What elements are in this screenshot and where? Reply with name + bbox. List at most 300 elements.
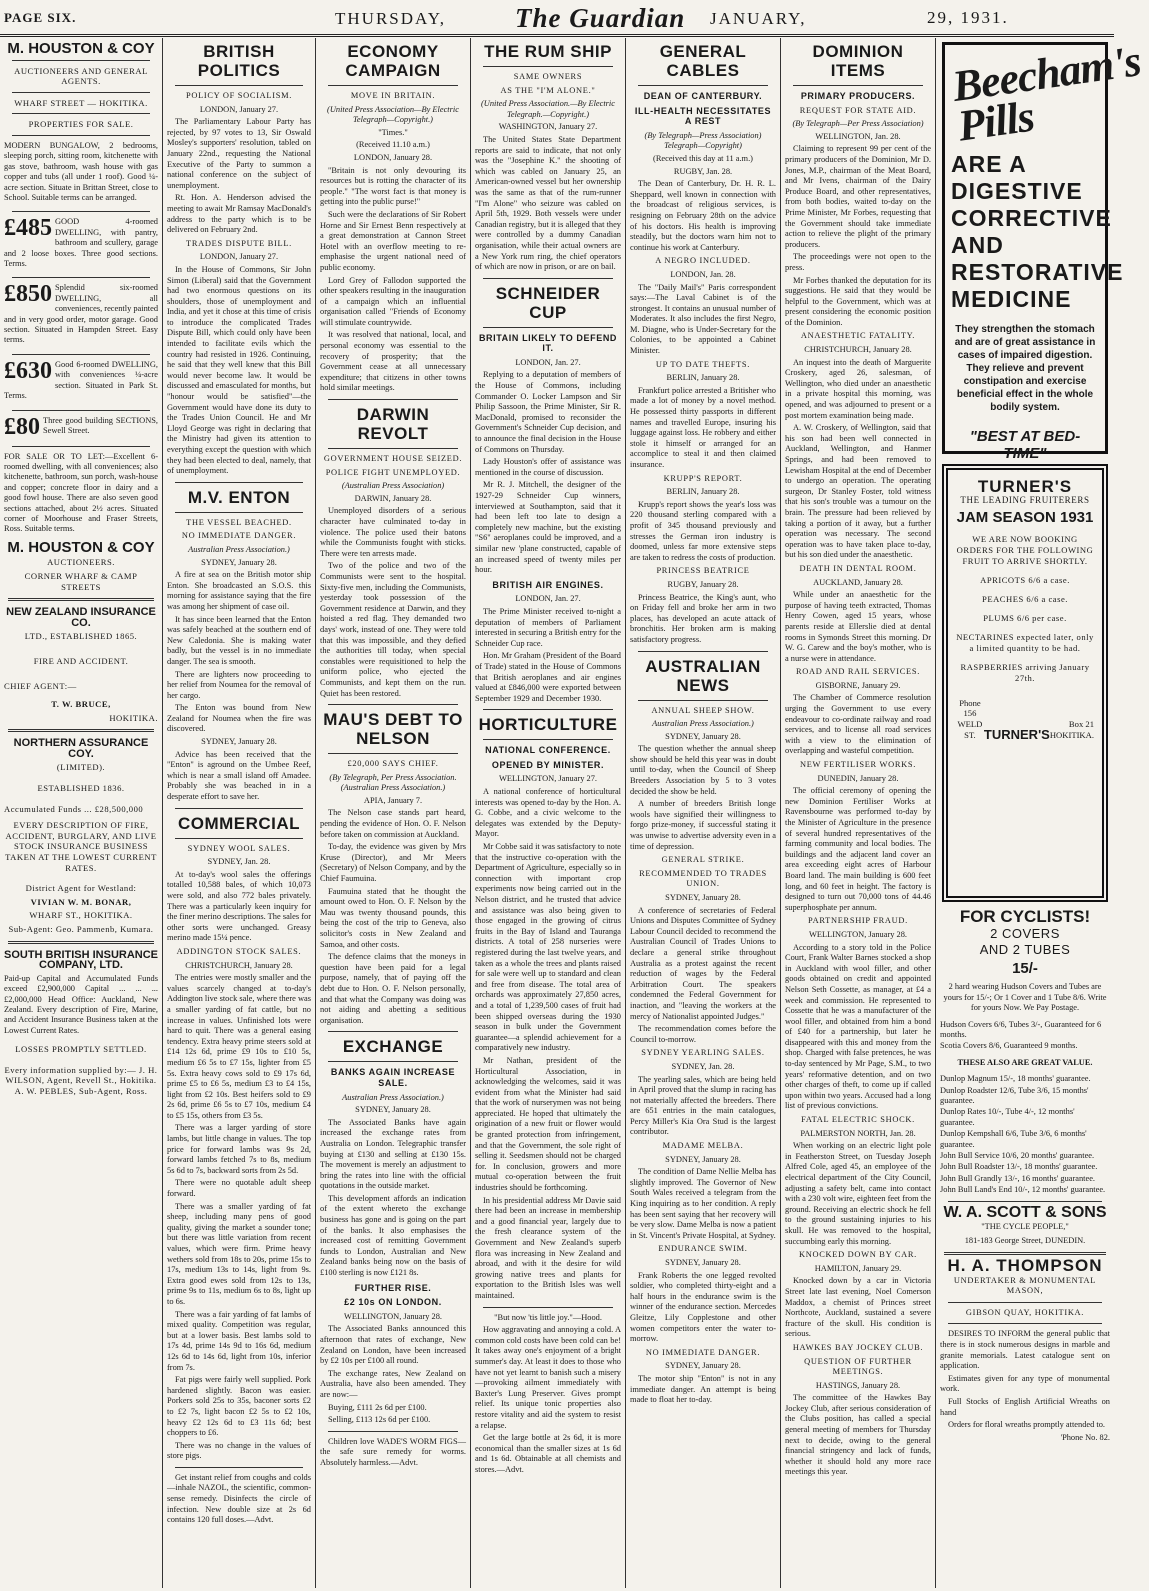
subheading: AS THE "I'M ALONE." — [500, 85, 596, 95]
article-paragraph: Rt. Hon. A. Henderson advised the meeting to await Mr Ramsay MacDonald's address to the party which is to be delivered on February 2nd. — [167, 193, 311, 235]
insurance-detail: LTD., ESTABLISHED 1865. — [24, 631, 138, 642]
dateline: LONDON, January 28. — [353, 152, 433, 162]
subheading: NO IMMEDIATE DANGER. — [645, 1347, 761, 1357]
subheading: BRITISH AIR ENGINES. — [492, 579, 604, 590]
article-paragraph: The Prime Minister received to-night a deputation of members of Parliament interested in securing a British entry for the Schneider Cup race. — [475, 606, 621, 648]
subheading: PRINCESS BEATRICE — [656, 566, 750, 576]
article-paragraph: Frankfurt police arrested a Britisher who made a lot of money by a novel method. He possessed thirty passports in different names and travelled Europe, insuring his luggage against loss. He robbery and either stole it himself or arranged for an accomplice to steal it and then claimed insurance. — [630, 385, 776, 469]
subheading: KRUPP'S REPORT. — [663, 473, 743, 483]
divider — [12, 410, 150, 411]
divider — [175, 512, 303, 513]
headline: SCHNEIDER CUP — [495, 283, 601, 322]
thompson-notice: Estimates given for any type of monumental work. — [940, 1373, 1110, 1394]
subheading: OPENED BY MINISTER. — [491, 759, 605, 770]
cyclists-headline: FOR CYCLISTS! — [959, 907, 1091, 926]
article-paragraph: This development affords an indication of the extent whereto the exchange business has gone and is going on the part of the banks. It also emphasises the increased cost of remitting Government funds to London, Australian and New Zealand banks being now on the basis of £100 sterling is now £121 8s. — [320, 1193, 466, 1278]
article-paragraph: There was a larger yarding of store lambs, but little change in values. The top price for forward lambs was 9s 2d, forward lambs fetched 7s to 8s, medium 5s 6d to 7s, backward sorts from 2s 5d. — [167, 1123, 311, 1175]
subheading: FURTHER RISE. — [354, 1282, 432, 1293]
insurance-detail: ESTABLISHED 1836. — [37, 783, 125, 794]
property-ad-text: Good 6-roomed DWELLING, with conveniences ¼-acre section. Situated in Park St. Terms. — [4, 359, 158, 401]
beechams-headline: ARE A DIGESTIVE CORRECTIVE AND RESTORATIVE MEDICINE — [951, 151, 1124, 312]
press-credit: (By Telegraph—Press Association) Telegraph—Copyright) — [644, 130, 762, 151]
article-paragraph: A. W. Croskery, of Wellington, said that his son had been well connected in Auckland, Wellington, and Hanmer Springs, and had been removed to Lewisham Hospital at the end of December to undergo an operation. The operating surgeon, Dr Stanley Foster, told witness that his son's trouble was a tumour on the brain. The pressure had been relieved by taking a portion of it away, but a further operation was necessary. The second operation was to have taken place to-day, but his son died under the anaesthetic. — [785, 423, 931, 560]
divider — [948, 1302, 1102, 1303]
article-paragraph: Selling, £113 12s 6d per £100. — [328, 1415, 431, 1425]
cyclists-item: John Bull Service 10/6, 20 months' guarantee. — [940, 1151, 1095, 1161]
subheading: DEATH IN DENTAL ROOM. — [799, 563, 917, 573]
beechams-description: They strengthen the stomach and are of great assistance in cases of impaired digestion. They relieve and prevent constipation and exercise beneficial effect in the whole bodily system. — [954, 324, 1096, 413]
advertisement: Get the large bottle at 2s 6d, it is more economical than the smaller sizes at 1s 6d and 1s 6d. Obtainable at all chemists and stores.—Advt. — [475, 1433, 621, 1474]
article-paragraph: Frank Roberts the one legged revolted soldier, who completed thirty-eight and a half hours in the endurance swim is the winner of the endurance section. Mercedes Gleitze, Lily Copplestone and other women competitors enter the water to-morrow. — [630, 1270, 776, 1344]
turners-box: Box 21 — [1068, 718, 1094, 729]
subheading: TRADES DISPUTE BILL. — [186, 238, 292, 248]
dateline: DARWIN, January 28. — [354, 493, 432, 503]
divider — [12, 60, 150, 61]
columns — [0, 36, 1144, 1588]
article-paragraph: There was a smaller yarding of fat sheep, including many pens of good quality, giving the market a sounder tone; but there was little variation from recent values, which were firm. Prime heavy wethers sold from 18s to 20s, prime 15s to 17s, medium 13s to 14s, light from 9s. Extra good ewes sold from 12s to 13s, prime 9s to 11s, medium 6s to 8s, light up to 6s. — [167, 1201, 311, 1306]
article-paragraph: It has since been learned that the Enton was safely beached at the southern end of New Caledonia. She is making water badly, but the vessel is in no immediate danger. The sea is smooth. — [167, 614, 311, 666]
article-paragraph: Such were the declarations of Sir Robert Horne and Sir Ernest Benn respectively at a great demonstration at Cannon Street Hotel with an overflow meeting to re-emphasise the urgent national need of public economy. — [320, 209, 466, 272]
headline: AUSTRALIAN NEWS — [645, 656, 761, 695]
article-paragraph: The "Daily Mail's" Paris correspondent says:—The Laval Cabinet is of the strongest. It contains an unusual number of Moderates. It also includes the first Negro, M. Diagne, who is Under-Secretary for the Colonies, to be appointed a Cabinet Minister. — [630, 282, 776, 356]
dateline: WELLINGTON, January 28. — [344, 1311, 442, 1321]
thompson-phone: 'Phone No. 82. — [1060, 1432, 1110, 1442]
insurance-agent: VIVIAN W. M. BONAR, — [30, 896, 132, 907]
quotation: "But now 'tis little joy."—Hood. — [494, 1312, 602, 1322]
divider — [483, 1307, 613, 1308]
divider — [8, 598, 154, 601]
turners-peaches: PEACHES 6/6 a case. — [982, 593, 1068, 604]
property-ad-text: GOOD 4-roomed DWELLING, with pantry, bathroom and scullery, garage and 2 loose boxes. Three good sections. Terms. — [4, 217, 158, 269]
article-paragraph: Replying to a deputation of members of the House of Commons, including Commander O. Locker Lampson and Sir Philip Sassoon, the Prime Minister, Sir R. MacDonald, promised to reconsider the Government's Schneider Cup decision, and to announce the final decision in the House of Commons on Thursday. — [475, 370, 621, 454]
masthead-month: JANUARY, — [710, 9, 807, 28]
cyclists-item: Dunlop Magnum 15/-, 18 months' guarantee. — [940, 1074, 1091, 1084]
cyclists-ad — [940, 907, 1110, 1246]
turners-address: WELD ST. — [957, 718, 983, 740]
article-paragraph: The question whether the annual sheep show should be held this year was in doubt until to-day, when the Council of Sheep Breeders Association by 5 to 3 votes decided the show be held. — [630, 744, 776, 796]
divider — [328, 704, 458, 705]
divider — [793, 85, 923, 86]
article-paragraph: There were no quotable adult sheep forward. — [167, 1178, 311, 1199]
subheading: RECOMMENDED TO TRADES UNION. — [639, 868, 767, 889]
press-credit: (United Press Association—By Electric Telegraph—Copyright.) — [327, 104, 459, 125]
divider — [483, 278, 613, 279]
headline: DOMINION ITEMS — [812, 42, 904, 80]
headline: HORTICULTURE — [478, 715, 618, 735]
subheading: KNOCKED DOWN BY CAR. — [799, 1250, 917, 1260]
divider — [8, 941, 154, 944]
firm-name: M. HOUSTON & COY — [7, 538, 155, 556]
subheading: SYDNEY YEARLING SALES. — [641, 1048, 765, 1058]
article-paragraph: There was a fair yarding of fat lambs of mixed quality. Competition was regular, but at a lower basis. Best lambs sold to 17s 4d, prime 14s 9d to 16s 6d, medium 12s 6d to 14s 6d, light from 10s, inferior from 7s. — [167, 1309, 311, 1372]
headline: M.V. ENTON — [187, 487, 291, 507]
insurance-agent: T. W. BRUCE, — [51, 699, 111, 710]
column-classifieds — [0, 38, 163, 1588]
firm-role: AUCTIONEERS AND GENERAL AGENTS. — [14, 65, 148, 87]
dateline: AUCKLAND, January 28. — [813, 577, 903, 587]
article-paragraph: At to-day's wool sales the offerings totalled 10,588 bales, of which 10,073 were sold, and also 772 bales privately. There was a particularly keen inquiry for the finer merino descriptions. The sales for other sorts were unchanged. Greasy merino made 15¼ pence. — [167, 869, 311, 943]
dateline: SYDNEY, January 28. — [665, 1258, 741, 1267]
dateline: CHRISTCHURCH, January 28. — [185, 960, 293, 970]
headline: DARWIN REVOLT — [356, 405, 430, 444]
divider — [328, 1431, 458, 1432]
article-paragraph: Buying, £111 2s 6d per £100. — [328, 1402, 427, 1412]
scott-address: 181-183 George Street, DUNEDIN. — [964, 1235, 1086, 1245]
article-paragraph: Claiming to represent 99 per cent of the primary producers of the Dominion, Mr D. Jones, M.P., chairman of the Meat Board, and Mr Ivens, chairman of the Dairy Produce Board, and other representatives, from both bodies, waited to-day on the Prime Minister, Mr Forbes, requesting that the Government should take immediate action to relieve the plight of the primary producers. — [785, 144, 931, 249]
cyclists-price: 15/- — [1012, 959, 1038, 977]
article-paragraph: The condition of Dame Nellie Melba has slightly improved. The Governor of New South Wales received a telegram from the King inquiring as to her condition. A reply has been sent saying that her recovery will be very slow. Dame Melba is now a patient in St. Vincent's Private Hospital, at Sydney. — [630, 1167, 776, 1240]
advertisement: Get instant relief from coughs and colds—inhale NAZOL, the scientific, common-sense remedy. Disinfects the circle of infection. New double size at 2s 6d contains 120 full doses.—Advt. — [167, 1472, 311, 1525]
press-credit: (United Press Association.—By Electric Telegraph.—Copyright.) — [481, 99, 615, 119]
firm-role: AUCTIONEERS. — [47, 557, 115, 568]
insurance-detail: (LIMITED). — [56, 762, 106, 773]
divider — [12, 135, 150, 136]
firm-address: CORNER WHARF & CAMP STREETS — [24, 570, 138, 592]
subheading: SYDNEY WOOL SALES. — [187, 843, 291, 853]
cyclists-item: Dunlop Kempshall 6/6, Tube 3/6, 6 months' guarantee. — [940, 1129, 1087, 1149]
dateline: LONDON, Jan. 27. — [515, 357, 581, 367]
article-paragraph: The official ceremony of opening the new Dominion Fertiliser Works at Ravensbourne was performed to-day by the Minister of Agriculture in the presence of several hundred representatives of the farming community and local bodies. The buildings and the adjacent land cover an area exceeding eight acres of Harbour Board land. The main building is 600 feet long, and 60 feet in height. The factory is designed to turn out 70,000 tons of 44.46 superphosphate per annum. — [785, 786, 931, 912]
article-paragraph: Mr Cobbe said it was satisfactory to note that the instructive co-operation with the Department of Agriculture, especially so in connection with important crop experiments now being carried out in the Nelson district, and he trusted that advice and assistance was also being given to those engaged in the growing of citrus fruits in the Bay of Island and Tauranga districts. A total of 258 nurseries were registered during the last twelve years, and taken as a whole the trees and plants raised for sale were well up to standard and clean and free from disease. The total area of orchards was approximately 27,850 acres, and a total of 1,239,500 cases of fruit had been shipped overseas during the 1930 season in bulk under the Government guarantee—a splendid achievement for a comparatively new industry. — [475, 842, 621, 1053]
insurance-detail: WHARF ST., HOKITIKA. — [29, 910, 133, 921]
property-ad — [4, 413, 158, 440]
dateline: CHRISTCHURCH, January 28. — [804, 345, 912, 355]
insurance-name: SOUTH BRITISH INSURANCE COMPANY, LTD. — [4, 948, 159, 972]
press-credit: Australian Press Association.) — [342, 1092, 444, 1102]
insurance-detail: EVERY DESCRIPTION OF FIRE, ACCIDENT, BURGLARY, AND LIVE STOCK INSURANCE BUSINESS TAKEN AT THE LOWEST CURRENT RATES. — [5, 820, 157, 873]
insurance-detail: LOSSES PROMPTLY SETTLED. — [15, 1044, 147, 1055]
insurance-detail: Paid-up Capital and Accumulated Funds exceed £2,900,000 Capital ... ... ... £2,000,000 Head Office: Auckland, New Zealand. Every description of Fire, Marine, and Accident Insurance Business taken at the Lowest Current Rates. — [4, 973, 158, 1035]
turners-town: HOKITIKA. — [1049, 729, 1094, 740]
turners-apricots: APRICOTS 6/6 a case. — [980, 574, 1070, 585]
dateline: SYDNEY, January 28. — [665, 1361, 741, 1371]
beechams-pills-ad — [942, 36, 1144, 462]
firm-name: M. HOUSTON & COY — [7, 40, 155, 57]
subheading: QUESTION OF FURTHER MEETINGS. — [804, 1356, 912, 1377]
subheading: PARTNERSHIP FRAUD. — [808, 916, 908, 926]
article-paragraph: The Associated Banks have again increased the exchange rates from Australia on London. Telegraphic transfer buying at £130 and selling at £130 15s. The movement is merely an adjustment to bring the rates into line with the official quotations in the outside market. — [320, 1117, 466, 1191]
article-paragraph: Hon. Mr Graham (President of the Board of Trade) stated in the House of Commons that British aeroplanes and air engines valued at £846,000 were exported between September 1929 and December 1930. — [475, 651, 621, 703]
column-dominion-items — [781, 38, 936, 1588]
subheading: GENERAL STRIKE. — [661, 855, 745, 865]
subheading: MOVE IN BRITAIN. — [350, 91, 436, 100]
property-ad — [4, 283, 158, 345]
article-paragraph: Knocked down by a car in Victoria Street late last evening, Noel Comerson Maddox, a chemist of Princes street Northcote, Auckland, sustained a severe fracture of the skull. His condition is serious. — [785, 1276, 931, 1339]
article-paragraph: A conference of secretaries of Federal Unions and Disputes Committee of Sydney Labour Council decided to recommend the Australian Council of Trades Unions to declare a general strike throughout Australia as a protest against the recent reduction of wages by the Federal Arbitration Court. The speakers condemned the Federal Government for inaction, and "leaving the workers at the mercy of Nationalist appointed Judges." — [630, 905, 776, 1021]
article-paragraph: A fire at sea on the British motor ship Enton. She broadcasted an S.O.S. this morning for assistance saying that the fire was among her shipment of case oil. — [167, 570, 311, 611]
press-credit: (Received this day at 11 a.m.) — [653, 153, 753, 163]
press-credit: (By Telegraph—Per Press Association) — [792, 119, 924, 129]
headline: ECONOMY CAMPAIGN — [345, 42, 441, 80]
dateline: SYDNEY, January 28. — [201, 737, 277, 747]
property-price: £630 — [4, 357, 52, 384]
cyclists-item: Scotia Covers 8/6, Guaranteed 9 months. — [940, 1041, 1078, 1051]
column-british-politics — [163, 38, 316, 1588]
dateline: SYDNEY, Jan. 28. — [207, 857, 271, 867]
article-paragraph: A number of breeders British longe wools have signified their willingness to forgo prize-money, if successful stating it was unwise to advertise adversity even in a time of depression. — [630, 799, 776, 851]
dateline: HASTINGS, January 28. — [815, 1380, 901, 1390]
property-ad-text: Three good building SECTIONS, Sewell Street. — [43, 415, 158, 435]
property-ad — [4, 357, 158, 402]
divider — [328, 399, 458, 400]
property-price: £80 — [4, 413, 40, 440]
headline: BRITISH POLITICS — [197, 42, 281, 80]
thompson-notice: DESIRES TO INFORM the general public that there is in stock numerous designs in marble and granite memorials. Latest catalogue sent on application. — [940, 1329, 1110, 1371]
divider — [175, 1467, 303, 1468]
firm-address: WHARF STREET — HOKITIKA. — [14, 97, 148, 108]
article-paragraph: The Associated Banks announced this afternoon that rates of exchange, New Zealand on London, have been increased by £2 10s per £100 all round. — [320, 1324, 466, 1366]
insurance-detail: Accumulated Funds ... £28,500,000 — [4, 803, 144, 814]
headline: MAU'S DEBT TO NELSON — [323, 710, 463, 749]
article-paragraph: "Britain is not only devouring its resources but is rotting the character of its people." "The worst fact is that money is getting into the public purse!" — [320, 165, 466, 207]
cyclists-item: John Bull Grandly 13/-, 16 months' guarantee. — [940, 1173, 1096, 1183]
turners-fruiterers-ad — [942, 464, 1108, 902]
article-paragraph: A national conference of horticultural interests was opened to-day by the Hon. A. G. Cobbe, and a civic welcome to the delegates was extended by the Deputy-Mayor. — [475, 787, 621, 839]
newspaper-title: The Guardian — [515, 3, 686, 33]
thompson-firm-name: H. A. THOMPSON — [947, 1256, 1103, 1276]
article-paragraph: Mr Nathan, president of the Horticultural Association, in acknowledging the welcomes, said it was evident from what the Minister had said that the work of nurserymen was not being appreciated. He hoped that ultimately the origination of a new fruit or flower would be granted protection from infringement, and that the Government, the sole right of selling it. Seedsmen should not be charged for. In conclusion, growers and more mutual co-operation between the fruit industries should be forthcoming. — [475, 1055, 621, 1193]
article-paragraph: The yearling sales, which are being held in April proved that the slump in racing has not materially affected the breeders. There are 651 entries in the main catalogues, Percy Miller's Kia Ora Stud is the largest contributor. — [630, 1074, 776, 1137]
cyclists-item: Hudson Covers 6/6, Tubes 3/-, Guaranteed for 6 months. — [940, 1019, 1102, 1039]
article-paragraph: The proceedings were not open to the press. — [785, 252, 931, 272]
turners-raspberries: RASPBERRIES arriving January 27th. — [960, 661, 1090, 683]
divider — [328, 753, 458, 754]
turners-plums: PLUMS 6/6 per case. — [983, 612, 1067, 623]
divider — [175, 482, 303, 483]
dateline: LONDON, Jan. 28. — [670, 269, 736, 279]
article-paragraph: There was no change in the values of store pigs. — [167, 1440, 311, 1461]
subheading: MADAME MELBA. — [662, 1141, 744, 1151]
press-credit: Australian Press Association.) — [188, 544, 290, 554]
subheading: NO IMMEDIATE DANGER. — [181, 531, 297, 541]
insurance-detail: CHIEF AGENT:— — [4, 680, 77, 691]
column-advertisements — [936, 36, 1144, 1588]
divider — [328, 448, 458, 449]
subheading: POLICY OF SOCIALISM. — [185, 91, 293, 100]
article-paragraph: According to a story told in the Police Court, Frank Walter Barnes stocked a shop in Auckland with wool filler, and other goods obtained on credit and appointed Nelson Seth Cossette, as manager, at £4 a week and commission. He represented to Cossette that he was a manufacturer of the wool filler, and obtained from him a bond of £40 for a partnership, but later he disappeared with this and money from the shop. Charged with false pretences, he was to-day sentenced by Mr Page, S.M., to two years' reformative detention, and on two other charges of theft, to come up if called upon within two years. Accused had a long list of previous convictions. — [785, 942, 931, 1111]
press-credit: (By Telegraph, Per Press Association. (Australian Press Association.) — [329, 772, 457, 793]
divider — [328, 1061, 458, 1062]
subheading: ADDINGTON STOCK SALES. — [176, 946, 302, 956]
advertisement: How aggravating and annoying a cold. A common cold costs have been cold can be! It takes away one's enjoyment of a bright summer's day. At least it does to those who have not yet learnt to banish such a misery—provoking ailment immediately with Baxter's Lung Preserver. Gives prompt relief. Its unique tonic properties also restore vitality and aid the system to resist a relapse. — [475, 1325, 621, 1430]
turners-signature: TURNER'S — [983, 726, 1050, 742]
subheading: ILL-HEALTH NECESSITATES A REST — [634, 105, 772, 127]
column-general-cables — [626, 38, 781, 1588]
divider — [638, 651, 768, 652]
article-paragraph: The Chamber of Commerce resolution urging the Government to use every endeavour to co-ordinate railway and road services, and to license all road services with a view to the elimination of overlapping and wasteful competition. — [785, 693, 931, 756]
masthead — [0, 0, 1114, 37]
subheading: BANKS AGAIN INCREASE SALE. — [330, 1067, 456, 1088]
divider — [483, 739, 613, 740]
divider — [328, 85, 458, 86]
press-credit: (Received 11.10 a.m.) — [356, 140, 430, 150]
divider — [12, 446, 150, 447]
article-paragraph: The entries were mostly smaller and the values scarcely changed at to-day's Addington live stock sale, where there was a smaller yarding of fat cattle, but no increase in values. Unfinished lots were hard to quit. There was a general easing tendency. Extra heavy prime steers sold at £14 12s 6d, prime £9 10s to £10 5s, medium £6 5s to £7 15s, lighter from £5 5s. Extra heavy cows sold to £9 17s 6d, prime £5 to £6 5s, medium £3 to £4 15s, light from £2 10s. Best heifers sold to £9 2s 6d, prime £6 5s to £7 10s, medium £4 to £5 15s, others from £3 5s. — [167, 973, 311, 1120]
article-paragraph: In the House of Commons, Sir John Simon (Liberal) said that the Government had two enormous questions on its shoulders, those of unemployment and India, and yet it chose at this time of crisis to introduce the complicated Trades Dispute Bill, which could only have been intended to facilitate evils which the country had resisted in 1926. Continuing, he said that they well knew that this Bill would never become law. It would be discussed and emasculated for months, but "honour would be satisfied"—the Government would have done its duty to the Trades Union Council. He and Mr Lloyd George was right in declaring that the Ministry had given its attention to everything except the question with which they had been elected to deal, namely, that of unemployment. — [167, 264, 311, 476]
headline: GENERAL CABLES — [659, 42, 747, 80]
dateline: LONDON, January 27. — [199, 252, 279, 262]
turners-footer — [956, 698, 1094, 740]
property-ad: FOR SALE OR TO LET:—Excellent 6-roomed dwelling, with all conveniences; also kitchenette, bathroom, sun porch, wash-house and copper; concrete floor in dairy and a good fowl house. There are also seven good sections attached, about 2½ acres. Situated corner of Moorhouse and Fraser Streets, Ross. Suitable terms. — [4, 451, 158, 534]
article-paragraph: The Nelson case stands part heard, pending the evidence of Hon. O. F. Nelson before taken on commission at Auckland. — [320, 808, 466, 839]
cyclists-item: Dunlop Roadster 12/6, Tube 3/6, 15 months' guarantee. — [940, 1085, 1089, 1106]
article-paragraph: Two of the police and two of the Communists were sent to the hospital. Sixty-five men, including the Communists, yesterday took possession of the Government residence at Darwin, and they hoisted a red flag. They demanded two days' work, instead of one. They were told that this was impossible, and they defied the authorities till today, when special constables were requisitioned to help the uniform police, who ejected the Communists, and kept them on the run. Quiet has been restored. — [320, 561, 466, 698]
dateline: WELLINGTON, January 28. — [809, 929, 907, 939]
property-price: £850 — [4, 281, 52, 308]
article-paragraph: The motor ship "Enton" is not in any immediate danger. An attempt is being made to float her to-day. — [630, 1373, 776, 1405]
article-paragraph: The Parliamentary Labour Party has rejected, by 97 votes to 13, Sir Oswald Mosley's supporters' resolution, tabled on January 22nd., requesting the National Executive of the Party to summon a national conference on the subject of unemployment. — [167, 117, 311, 190]
article-paragraph: The United States State Department reports are said to indicate, that not only was the "Josephine K." the shooting of which was cabled on January 25, an American-owned vessel but her ownership was the same as that of the rum-runner "I'm Alone" who seizure was cabled on April 5th, 1929. Both vessels were under Canadian registry, but it is alleged that they were controlled by a dummy Canadian organisation, while their actual owners are a New York rum ring, the chief operators of which are now in prison, or are on bail. — [475, 134, 621, 272]
turners-tagline: THE LEADING FRUITERERS — [960, 494, 1090, 505]
dateline: HAMILTON, January 29. — [814, 1263, 902, 1273]
article-paragraph: It was resolved that national, local, and personal economy was essential to the recovery of prosperity; that the Government cease at all unnecessary expenditure; that citizens in other towns hold similar meetings. — [320, 330, 466, 393]
dateline: RUGBY, January 28. — [667, 579, 739, 589]
article-paragraph: When working on an electric light pole in Featherston Street, on Tuesday Joseph Alfred Cole, aged 45, an employee of the electrical department of the City Council, adjusting a safety belt, came into contact with a 230 volt wire, eighteen feet from the ground. Receiving an electric shock he fell to the ground sustaining injuries to his skull. He was removed to the hospital, succumbing early this morning. — [785, 1141, 931, 1246]
article-paragraph: The exchange rates, New Zealand on Australia, have also been amended. They are now:— — [320, 1368, 466, 1399]
dateline: SYDNEY, January 28. — [665, 731, 741, 741]
subheading: FATAL ELECTRIC SHOCK. — [801, 1115, 915, 1125]
turners-phone: Phone 156 — [959, 697, 981, 719]
subheading: THE VESSEL BEACHED. — [186, 517, 292, 527]
headline: COMMERCIAL — [177, 813, 301, 833]
turners-season: JAM SEASON 1931 — [956, 509, 1094, 527]
subheading: DEAN OF CANTERBURY. — [643, 91, 763, 101]
turners-phone-block — [956, 698, 984, 740]
divider — [12, 211, 150, 212]
turners-name: TURNER'S — [977, 477, 1073, 496]
cyclists-value-heading: THESE ALSO ARE GREAT VALUE. — [957, 1057, 1093, 1067]
insurance-detail: Sub-Agent: Geo. Pammenb, Kumara. — [8, 924, 154, 934]
divider — [948, 1323, 1102, 1324]
divider — [483, 66, 613, 67]
subheading: BRITAIN LIKELY TO DEFEND IT. — [478, 332, 618, 354]
article-paragraph: Princess Beatrice, the King's aunt, who on Friday fell and broke her arm in two places, has developed an acute attack of bronchitis. Her broken arm is making satisfactory progress. — [630, 592, 776, 644]
property-price: £485 — [4, 215, 52, 242]
divider — [175, 85, 303, 86]
press-credit: (Australian Press Association) — [341, 481, 445, 491]
insurance-name: NEW ZEALAND INSURANCE CO. — [6, 606, 156, 629]
article-paragraph: Mr R. J. Mitchell, the designer of the 1927-29 Schneider Cup winners, interviewed at Southampton, said that it had been left too late to design a completely new machine, but the existing "S6" aeroplanes could be improved, and a similar new 'plane constructed, capable of an increased speed of twenty miles per hour. — [475, 480, 621, 575]
cyclists-item: Dunlop Rates 10/-, Tube 4/-, 12 months' guarantee. — [940, 1107, 1075, 1127]
insurance-detail: HOKITIKA. — [109, 712, 158, 723]
cyclists-line: 2 COVERS — [990, 925, 1060, 941]
thompson-notice: Orders for floral wreaths promptly attended to. — [948, 1420, 1105, 1430]
dateline: WELLINGTON, January 27. — [499, 774, 597, 784]
cyclists-description: 2 hard wearing Hudson Covers and Tubes are yours for 15/-; Or 1 Cover and 1 Tube 8/6. Write for yours Now. We Pay Postage. — [943, 982, 1107, 1013]
subheading: GOVERNMENT HOUSE SEIZED. — [323, 454, 463, 464]
article-paragraph: While under an anaesthetic for the purpose of having teeth extracted, Thomas Henry Cowen, aged 15 years, whose parents reside at Ellerslie died at dental rooms in Symonds Street this morning. Dr W. G. Carew and the boy's mother, who is a nurse were in attendance. — [785, 590, 931, 663]
beechams-slogan: "BEST AT BED-TIME" — [969, 428, 1081, 462]
cyclists-item: John Bull Land's End 10/-, 12 months' guarantee. — [940, 1185, 1106, 1195]
subheading: ANNUAL SHEEP SHOW. — [651, 705, 755, 715]
properties-heading: PROPERTIES FOR SALE. — [28, 119, 134, 130]
turners-booking: WE ARE NOW BOOKING ORDERS FOR THE FOLLOWING FRUIT TO ARRIVE SHORTLY. — [956, 533, 1094, 566]
dateline: APIA, January 7. — [363, 795, 423, 805]
dateline: WELLINGTON, Jan. 28. — [815, 131, 901, 141]
subheading: A NEGRO INCLUDED. — [655, 256, 751, 266]
subheading: ANAESTHETIC FATALITY. — [800, 331, 916, 341]
property-ad: MODERN BUNGALOW, 2 bedrooms, sleeping porch, sitting room, kitchenette with gas stove, bathroom, wash house with gas copper and tubs (all under 1 roof). Good ¼-acre section. Situate in Brittan Street, close to School. Suitable terms can be arranged. — [4, 140, 158, 202]
divider — [638, 85, 768, 86]
insurance-name: NORTHERN ASSURANCE COY. — [13, 737, 149, 760]
subheading: £2 10s ON LONDON. — [344, 1297, 442, 1308]
dateline: SYDNEY, January 28. — [201, 557, 277, 567]
insurance-detail: Every information supplied by:— J. H. WILSON, Agent, Revell St., Hokitika. A. W. PEBLES, Sub-Agent, Ross. — [4, 1064, 158, 1096]
dateline: WASHINGTON, January 27. — [498, 122, 598, 132]
divider — [12, 277, 150, 278]
cyclists-line: AND 2 TUBES — [979, 942, 1071, 958]
property-ad-text: Splendid six-roomed DWELLING, all conveniences, recently painted and in very good order, motor garage. Good section. Situated in Hampden Street. Easy terms. — [4, 283, 159, 345]
page-number: PAGE SIX. — [4, 10, 77, 25]
turners-box-block — [1050, 719, 1094, 740]
article-paragraph: Lord Grey of Fallodon supported the other speakers resulting in the inauguration of a campaign which an influential organisation called "Friends of Economy will stimulate countrywide. — [320, 275, 466, 327]
subheading: PRIMARY PRODUCERS. — [800, 91, 916, 101]
article-paragraph: Advice has been received that the "Enton" is aground on the Umbee Reef, which is near a small island off Amadee. Probably she was beached in in a desperate effort to save her. — [167, 749, 311, 802]
dateline: LONDON, Jan. 27. — [515, 594, 581, 604]
press-credit: "Times." — [378, 127, 408, 137]
beechams-brand-logo: Beecham's Pills — [949, 36, 1144, 151]
divider — [483, 327, 613, 328]
advertisement: Children love WADE'S WORM FIGS—the safe sure remedy for worms. Absolutely harmless.—Advt. — [320, 1436, 466, 1467]
subheading: ENDURANCE SWIM. — [658, 1244, 748, 1254]
article-paragraph: The Dean of Canterbury, Dr. H. R. L. Sheppard, well known in connection with the broadcast of religious services, is resigning on February 28th on the advice of his doctors. His health is improving steadily, but the doctors warn him not to continue his work at Canterbury. — [630, 179, 776, 252]
divider — [483, 709, 613, 710]
divider — [175, 808, 303, 809]
column-rum-ship — [471, 38, 626, 1588]
article-paragraph: In his presidential address Mr Davie said there had been an increase in membership and a good financial year, largely due to the fresh clearance system of the Government and New Zealand's superb flora was increasing in New Zealand and abroad, and with it the desire for wild growing native trees and plants for exportation to the British Isles was well maintained. — [475, 1195, 621, 1300]
article-paragraph: There are lighters now proceeding to her relief from Noumea for the removal of her cargo. — [167, 669, 311, 700]
dateline: SYDNEY, Jan. 28. — [671, 1061, 735, 1071]
thompson-address: GIBSON QUAY, HOKITIKA. — [965, 1307, 1085, 1317]
article-paragraph: Lady Houston's offer of assistance was mentioned in the course of discussion. — [475, 457, 621, 477]
divider — [638, 700, 768, 701]
dateline: BERLIN, January 28. — [666, 373, 740, 383]
subheading: REQUEST FOR STATE AID. — [799, 105, 917, 115]
subheading: POLICE FIGHT UNEMPLOYED. — [325, 467, 461, 477]
divider — [12, 354, 150, 355]
article-paragraph: An inquest into the death of Marguerite Croskery, aged 26, salesman, of Wellington, who died under an anaesthetic in a private hospital this morning, was opened, and was adjourned to present or a post mortem examination being made. — [785, 357, 931, 420]
dateline: DUNEDIN, January 28. — [817, 773, 899, 783]
masthead-date: 29, 1931. — [927, 8, 1009, 27]
dateline: BERLIN, January 28. — [666, 487, 740, 497]
article-paragraph: The defence claims that the moneys in question have been paid for a legal purpose, namely, that of paying off the debt due to Hon. O. F. Nelson personally, and that what the Company was doing was not aiding and abetting a seditious organisation. — [320, 952, 466, 1025]
article-paragraph: To-day, the evidence was given by Mrs Kruse (Director), and Mr Meers (Secretary) of Nelson Company, and by the Chief Faumuina. — [320, 842, 466, 884]
thompson-trade: UNDERTAKER & MONUMENTAL MASON, — [953, 1275, 1097, 1296]
scott-firm-name: W. A. SCOTT & SONS — [943, 1203, 1107, 1221]
insurance-detail: District Agent for Westland: — [25, 883, 137, 894]
article-paragraph: The committee of the Hawkes Bay Jockey Club, after serious consideration of the Clubs position, has called a special general meeting of members for Thursday next to decide, owing to the general financial stringency and lack of funds, whether it should hold any more race meetings this year. — [785, 1393, 931, 1477]
subheading: NATIONAL CONFERENCE. — [485, 745, 611, 756]
divider — [948, 1201, 1102, 1202]
headline: THE RUM SHIP — [484, 42, 612, 61]
dateline: GISBORNE, January 29. — [815, 680, 901, 690]
subheading: HAWKES BAY JOCKEY CLUB. — [792, 1342, 924, 1352]
thompson-notice: Full Stocks of English Artificial Wreaths on hand — [940, 1397, 1110, 1417]
dateline: SYDNEY, January 28. — [665, 1154, 741, 1164]
masthead-day: THURSDAY, — [335, 9, 447, 28]
dateline: SYDNEY, January 28. — [355, 1105, 431, 1115]
article-paragraph: Fat pigs were fairly well supplied. Pork hardened slightly. Bacon was easier. Porkers sold 25s to 35s, baconer sorts £2 to £2 7s, light bacon £2 5s to £2 10s, heavy £2 12s 6d to £3 11s 6d; best choppers to £6. — [167, 1375, 311, 1438]
turners-nectarines: NECTARINES expected later, only a limited quantity to be had. — [956, 631, 1094, 653]
article-paragraph: Mr Forbes thanked the deputation for its suggestions. He said that they would be helpful to the Government, which was at present considering the economic position of the Dominion. — [785, 275, 931, 327]
subheading: SAME OWNERS — [513, 72, 583, 81]
subheading: UP TO DATE THEFTS. — [655, 359, 751, 369]
article-paragraph: Krupp's report shows the year's loss was 220 thousand sterling compared with a profit of 345 thousand previously and stresses the German iron industry is doomed, unless far more extensive steps are taken to redress the costs of production. — [630, 499, 776, 562]
press-credit: Australian Press Association.) — [652, 719, 754, 729]
divider — [12, 113, 150, 114]
divider — [8, 729, 154, 732]
dateline: LONDON, January 27. — [199, 104, 279, 114]
